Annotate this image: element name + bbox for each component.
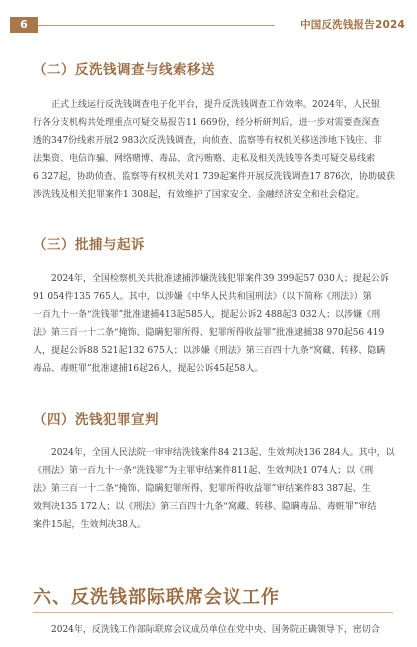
chapter-body [33,621,395,639]
section-title-investigation: （二）反洗钱调查与线索移送 [33,62,215,78]
page-number: 6 [10,17,38,33]
text-line: 法》第三百一十二条“掩饰、隐瞒犯罪所得、犯罪所得收益罪”批准逮捕38 970起56 419 [33,328,385,338]
text-line: 法》第三百一十二条“掩饰、隐瞒犯罪所得、犯罪所得收益罪”审结案件83 387起、生 [33,484,371,494]
text-line: 透的347份线索开展2 983次反洗钱调查，向侦查、监察等有权机关移送涉地下钱庄、非 [33,136,382,146]
text-line: 2024年，全国人民法院一审审结洗钱案件84 213起、生效判决136 284人。其中，以 [51,448,395,458]
section-body-sentencing [33,444,395,534]
text-line: 案件15起，生效判决38人。 [33,520,146,530]
text-line: 一百九十一条“洗钱罪”批准逮捕413起585人，提起公诉2 488起3 032人；以涉嫌《刑 [33,310,381,320]
text-line: 人，提起公诉88 521起132 675人；以涉嫌《刑法》第三百四十九条“窝藏、转移、隐瞒 [33,346,386,356]
header-rule [38,25,275,26]
chapter-rule [33,612,393,613]
section-title-arrest-prosecution: （三）批捕与起诉 [33,237,145,253]
report-title: 中国反洗钱报告2024 [300,19,405,31]
text-line: 《刑法》第一百九十一条“洗钱罪”为主罪审结案件811起、生效判决1 074人；以《刑 [33,466,374,476]
section-body-investigation [33,96,395,204]
text-line: 行各分支机构共处理重点可疑交易报告11 669份，经分析研判后，进一步对需要查深查 [33,118,380,128]
text-line: 法集资、电信诈骗、网络赌博、毒品、贪污贿赂、走私及相关洗钱等各类可疑交易线索 [33,154,376,164]
text-line: 6 327起，协助侦查、监察等有权机关对1 739起案件开展反洗钱调查17 876次，协助破获 [33,172,395,182]
text-line: 效判决135 172人；以《刑法》第三百四十九条“窝藏、转移、隐瞒毒品、毒赃罪”审结 [33,502,377,512]
section-title-sentencing: （四）洗钱犯罪宣判 [33,412,159,428]
text-line: 毒品、毒赃罪”批准逮捕16起26人，提起公诉45起58人。 [33,364,264,374]
text-line: 91 054件135 765人。其中，以涉嫌《中华人民共和国刑法》（以下简称《刑法》）第 [33,292,372,302]
text-line: 2024年，反洗钱工作部际联席会议成员单位在党中央、国务院正确领导下，密切合 [51,625,380,635]
chapter-title: 六、反洗钱部际联席会议工作 [33,587,280,608]
text-line: 2024年，全国检察机关共批准逮捕涉嫌洗钱犯罪案件39 399起57 030人；提起公诉 [51,274,389,284]
text-line: 正式上线运行反洗钱调查电子化平台，提升反洗钱调查工作效率。2024年，人民银 [51,100,380,110]
text-line: 涉洗钱及相关犯罪案件1 308起，有效维护了国家安全、金融经济安全和社会稳定。 [33,190,365,200]
page-header [0,14,417,38]
section-body-arrest-prosecution [33,270,395,378]
